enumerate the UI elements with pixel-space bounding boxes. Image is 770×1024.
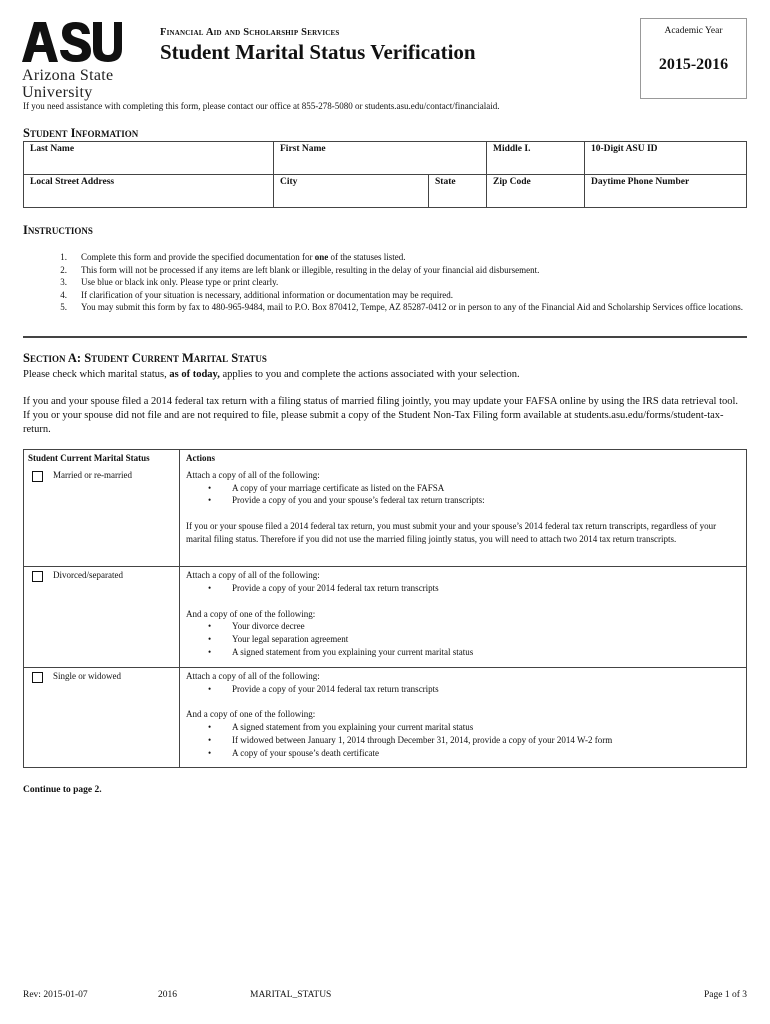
marital-status-table bbox=[23, 449, 747, 768]
city-field[interactable]: City bbox=[274, 175, 429, 208]
table-row bbox=[24, 467, 747, 567]
university-name-line-1: Arizona State bbox=[22, 67, 114, 84]
table-header-row bbox=[24, 450, 747, 467]
academic-year-label: Academic Year bbox=[664, 26, 723, 36]
married-actions-note: If you or your spouse filed a 2014 federal tax return, you must submit your and your spouse’s 2014 federal tax return transcripts, regardless of your marital filing status. Therefore if you did not use the married filing jointly status, you will need to attach two 2014 tax return transcripts. bbox=[186, 520, 717, 544]
help-text: If you need assistance with completing this form, please contact our office at 855-278-5080 or students.asu.edu/contact/financialaid. bbox=[23, 101, 500, 111]
list-item: • Provide a copy of your 2014 federal tax return transcripts bbox=[208, 583, 439, 594]
fafsa-note: If you and your spouse filed a 2014 federal tax return with a filing status of married filing jointly, you may update your FAFSA online by using the IRS data retrieval tool. If you or your spouse did not file and are not required to file, please submit a copy of the Student Non-Tax Filing form available at students.asu.edu/forms/student-tax-return. bbox=[23, 396, 739, 435]
list-item: • Provide a copy of you and your spouse’s federal tax return transcripts: bbox=[208, 495, 485, 506]
list-item bbox=[48, 301, 748, 314]
street-address-field[interactable]: Local Street Address bbox=[24, 175, 274, 208]
table-row bbox=[24, 567, 747, 668]
item-text: If clarification of your situation is necessary, additional information or documentation may be required. bbox=[81, 289, 454, 300]
middle-initial-field[interactable]: Middle I. bbox=[487, 142, 585, 175]
actions-column-header: Actions bbox=[180, 450, 747, 467]
married-actions-intro: Attach a copy of all of the following: bbox=[186, 469, 320, 480]
last-name-field[interactable]: Last Name bbox=[24, 142, 274, 175]
married-option[interactable] bbox=[28, 469, 175, 482]
item-text: Complete this form and provide the specified documentation for one of the statuses listed. bbox=[81, 252, 406, 262]
asu-id-field[interactable]: 10-Digit ASU ID bbox=[585, 142, 747, 175]
item-number: 3. bbox=[60, 277, 67, 287]
list-item: • A signed statement from you explaining your current marital status bbox=[208, 647, 474, 658]
university-name bbox=[22, 68, 132, 101]
university-name-line-2: University bbox=[22, 84, 93, 101]
divorced-actions-intro: Attach a copy of all of the following: bbox=[186, 570, 320, 581]
department-name: Financial Aid and Scholarship Services bbox=[160, 27, 340, 38]
item-text: This form will not be processed if any items are left blank or illegible, resulting in the delay of your financial aid disbursement. bbox=[81, 264, 540, 275]
zip-code-field[interactable]: Zip Code bbox=[487, 175, 585, 208]
item-number: 1. bbox=[60, 252, 67, 262]
list-item: • Your legal separation agreement bbox=[208, 634, 349, 645]
footer-year: 2016 bbox=[158, 990, 177, 1000]
list-item: • A copy of your spouse’s death certificate bbox=[208, 747, 379, 758]
item-text: You may submit this form by fax to 480-965-9484, mail to P.O. Box 870412, Tempe, AZ 85287-0412 or in person to any of the Financial Aid and Scholarship Services office locations. bbox=[81, 302, 744, 312]
divorced-checkbox[interactable] bbox=[32, 571, 43, 582]
table-row bbox=[24, 667, 747, 768]
item-number: 2. bbox=[60, 264, 67, 275]
instructions-heading: Instructions bbox=[23, 223, 93, 237]
phone-number-field[interactable]: Daytime Phone Number bbox=[585, 175, 747, 208]
footer-form-code: MARITAL_STATUS bbox=[250, 990, 332, 1000]
single-label: Single or widowed bbox=[53, 670, 121, 681]
married-label: Married or re-married bbox=[53, 469, 132, 480]
divorced-option[interactable] bbox=[28, 569, 175, 582]
section-a-intro: Please check which marital status, as of today, applies to you and complete the actions associated with your selection. bbox=[23, 369, 520, 380]
married-checkbox[interactable] bbox=[32, 471, 43, 482]
item-number: 4. bbox=[60, 289, 67, 300]
first-name-field[interactable]: First Name bbox=[274, 142, 487, 175]
asu-logo-mark-icon bbox=[22, 22, 122, 62]
student-info-heading: Student Information bbox=[23, 126, 139, 140]
academic-year-value: 2015-2016 bbox=[658, 56, 729, 73]
status-column-header: Student Current Marital Status bbox=[24, 450, 180, 467]
list-item bbox=[48, 276, 748, 289]
list-item bbox=[48, 289, 748, 302]
asu-logo bbox=[22, 22, 132, 101]
section-divider bbox=[23, 336, 747, 338]
single-actions-alt: And a copy of one of the following: bbox=[186, 709, 316, 720]
academic-year-box bbox=[640, 18, 747, 99]
list-item: • A copy of your marriage certificate as listed on the FAFSA bbox=[208, 482, 445, 493]
footer-revision: Rev: 2015-01-07 bbox=[23, 990, 88, 1000]
continue-note: Continue to page 2. bbox=[23, 785, 102, 795]
section-a-heading: Section A: Student Current Marital Status bbox=[23, 351, 267, 365]
footer-page-number: Page 1 of 3 bbox=[703, 990, 747, 1000]
single-option[interactable] bbox=[28, 670, 175, 683]
divorced-actions-alt: And a copy of one of the following: bbox=[186, 608, 316, 619]
list-item bbox=[48, 264, 748, 277]
form-title: Student Marital Status Verification bbox=[160, 40, 476, 64]
student-info-grid bbox=[23, 141, 747, 208]
list-item: • Your divorce decree bbox=[208, 621, 305, 632]
list-item bbox=[48, 251, 748, 264]
instructions-list bbox=[48, 251, 748, 314]
divorced-label: Divorced/separated bbox=[53, 570, 123, 581]
list-item: • Provide a copy of your 2014 federal tax return transcripts bbox=[208, 683, 439, 694]
single-checkbox[interactable] bbox=[32, 672, 43, 683]
item-text: Use blue or black ink only. Please type or print clearly. bbox=[81, 277, 279, 287]
state-field[interactable]: State bbox=[429, 175, 487, 208]
item-number: 5. bbox=[60, 302, 67, 312]
list-item: • A signed statement from you explaining your current marital status bbox=[208, 722, 474, 733]
single-actions-intro: Attach a copy of all of the following: bbox=[186, 670, 320, 681]
list-item: • If widowed between January 1, 2014 through December 31, 2014, provide a copy of your 2014 W-2 form bbox=[208, 734, 613, 745]
